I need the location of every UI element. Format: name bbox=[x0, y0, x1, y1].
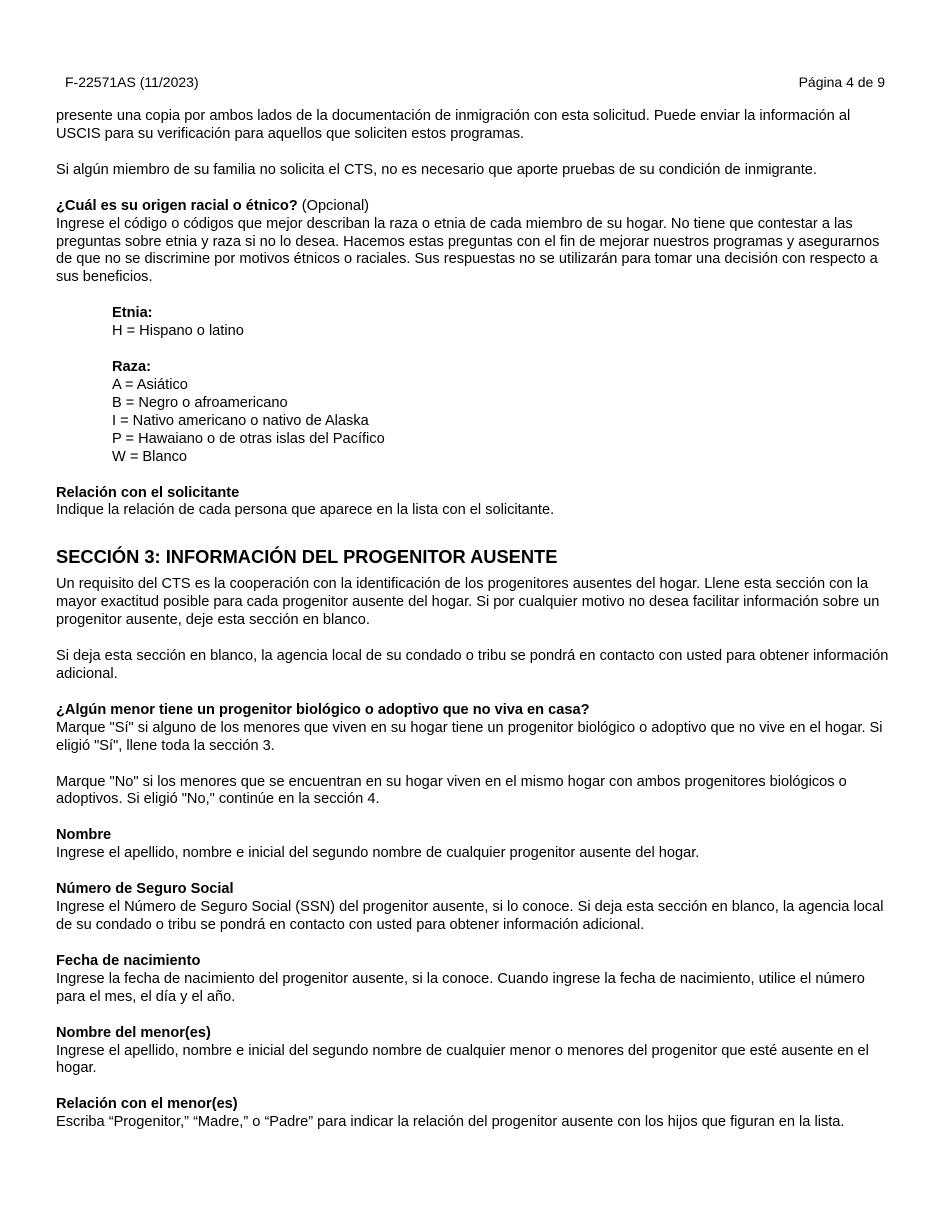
dob-heading: Fecha de nacimiento bbox=[56, 952, 201, 969]
section-3-title: SECCIÓN 3: INFORMACIÓN DEL PROGENITOR AUSENTE bbox=[56, 546, 558, 568]
dob-text: Ingrese la fecha de nacimiento del progenitor ausente, si la conoce. Cuando ingrese la fecha de nacimiento, utilice el número para el mes, el día y el año. bbox=[56, 970, 865, 1005]
child-relation-text: Escriba “Progenitor,” “Madre,” o “Padre” para indicar la relación del progenitor ausente con los hijos que figuran en la lista. bbox=[56, 1114, 845, 1131]
name-heading: Nombre bbox=[56, 827, 112, 844]
absent-parent-question-heading: ¿Algún menor tiene un progenitor biológico o adoptivo que no viva en casa? bbox=[56, 701, 590, 718]
section-3-paragraph-1: Un requisito del CTS es la cooperación con la identificación de los progenitores ausentes del hogar. Llene esta sección con la mayor exactitud posible para cada progenitor ausente del hogar. Si por cualquier motivo no desea facilitar información sobre un progenitor ausente, deje esta sección en blanco. bbox=[56, 576, 880, 629]
section-3-paragraph-2: Si deja esta sección en blanco, la agencia local de su condado o tribu se pondrá en contacto con usted para obtener información adicional. bbox=[56, 648, 889, 682]
race-item: B = Negro o afroamericano bbox=[112, 394, 288, 411]
race-label: Raza: bbox=[112, 359, 151, 376]
race-heading bbox=[56, 198, 890, 216]
form-id: F-22571AS (11/2023) bbox=[65, 74, 199, 90]
race-item: W = Blanco bbox=[112, 448, 188, 465]
race-description: Ingrese el código o códigos que mejor describan la raza o etnia de cada miembro de su hogar. No tiene que contestar a las preguntas sobre etnia y raza si no lo desea. Hacemos estas preguntas con el fin de mejorar nuestros programas y asegurarnos de que no se discrimine por motivos étnicos o raciales. Sus respuestas no se utilizarán para tomar una decisión con respecto a sus beneficios. bbox=[56, 215, 880, 286]
race-item: I = Nativo americano o nativo de Alaska bbox=[112, 412, 369, 429]
ssn-text: Ingrese el Número de Seguro Social (SSN) del progenitor ausente, si lo conoce. Si deja esta sección en blanco, la agencia local de su condado o tribu se pondrá en contacto con usted para obtener información adicional. bbox=[56, 899, 884, 933]
race-list bbox=[112, 359, 890, 466]
ethnicity-item: H = Hispano o latino bbox=[112, 323, 244, 340]
intro-paragraph-2: Si algún miembro de su familia no solicita el CTS, no es necesario que aporte pruebas de su condición de inmigrante. bbox=[56, 161, 817, 178]
page-header bbox=[65, 74, 885, 92]
relation-applicant-heading: Relación con el solicitante bbox=[56, 484, 240, 501]
page-content bbox=[56, 108, 890, 1132]
child-relation-heading: Relación con el menor(es) bbox=[56, 1096, 238, 1113]
ssn-heading: Número de Seguro Social bbox=[56, 881, 234, 898]
page-number: Página 4 de 9 bbox=[798, 74, 885, 90]
race-heading-text: ¿Cuál es su origen racial o étnico? bbox=[56, 197, 298, 214]
name-text: Ingrese el apellido, nombre e inicial del segundo nombre de cualquier progenitor ausente del hogar. bbox=[56, 845, 700, 862]
ethnicity-label: Etnia: bbox=[112, 305, 153, 322]
race-optional-label: (Opcional) bbox=[297, 197, 370, 214]
relation-applicant-text: Indique la relación de cada persona que aparece en la lista con el solicitante. bbox=[56, 502, 555, 519]
intro-paragraph-1: presente una copia por ambos lados de la documentación de inmigración con esta solicitud. Puede enviar la información al USCIS para su verificación para aquellos que soliciten estos programas. bbox=[56, 108, 851, 142]
absent-parent-no-instructions: Marque "No" si los menores que se encuentran en su hogar viven en el mismo hogar con ambos progenitores biológicos o adoptivos. Si eligió "No," continúe en la sección 4. bbox=[56, 773, 847, 808]
child-name-heading: Nombre del menor(es) bbox=[56, 1024, 211, 1041]
absent-parent-yes-instructions: Marque "Sí" si alguno de los menores que viven en su hogar tiene un progenitor biológico o adoptivo que no vive en el hogar. Si eligió "Sí", llene toda la sección 3. bbox=[56, 719, 883, 754]
race-item: A = Asiático bbox=[112, 376, 188, 393]
child-name-text: Ingrese el apellido, nombre e inicial del segundo nombre de cualquier menor o menores del progenitor que esté ausente en el hogar. bbox=[56, 1042, 869, 1077]
ethnicity-list bbox=[112, 305, 890, 341]
race-item: P = Hawaiano o de otras islas del Pacífico bbox=[112, 430, 385, 447]
